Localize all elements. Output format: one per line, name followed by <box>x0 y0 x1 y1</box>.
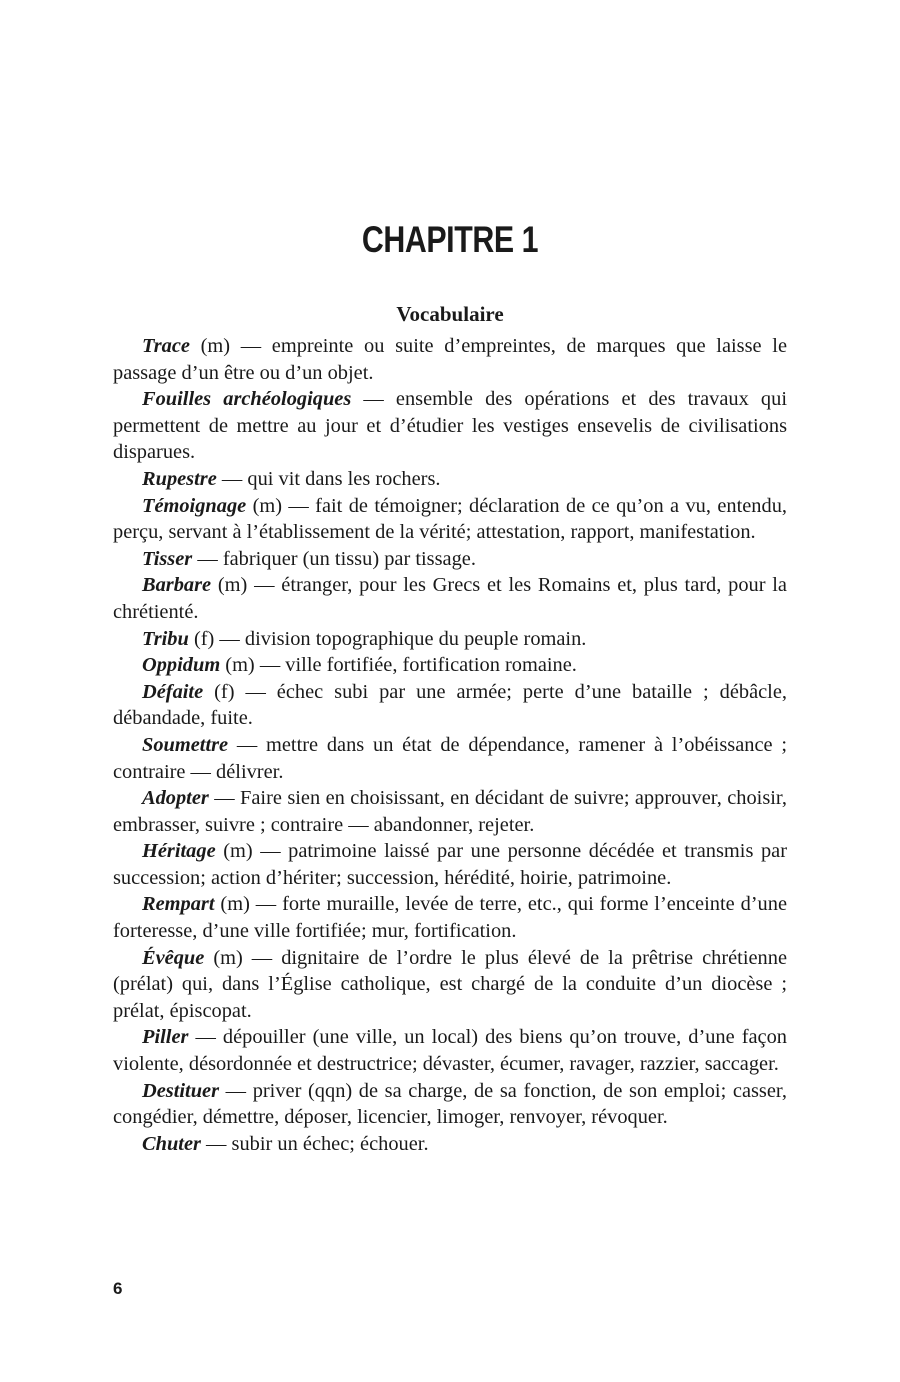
vocab-term: Tribu <box>142 627 189 650</box>
vocab-entry <box>113 1131 787 1158</box>
vocab-term: Trace <box>142 335 190 357</box>
vocab-definition: — ensemble des opérations et des travaux qui permettent de mettre au jour et d’étudier les vestiges ensevelis de civilisations disparues. <box>113 388 787 464</box>
vocab-term: Soumettre <box>142 733 229 756</box>
vocab-definition: (m) — dignitaire de l’ordre le plus élevé de la prêtrise chrétienne (prélat) qui, dans l’Église catholique, est chargé de la conduite d’un diocèse ; prélat, épiscopat. <box>113 946 787 1022</box>
vocab-entry <box>113 785 787 838</box>
vocab-definition: — mettre dans un état de dépendance, ramener à l’obéissance ; contraire — délivrer. <box>113 733 787 783</box>
vocabulary-list <box>113 333 787 1157</box>
vocab-term: Rempart <box>142 893 215 916</box>
vocab-entry <box>113 945 787 1025</box>
vocab-term: Oppidum <box>142 654 221 677</box>
section-heading: Vocabulaire <box>396 302 504 326</box>
vocab-entry <box>113 626 787 653</box>
vocab-definition: (m) — fait de témoigner; déclaration de ce qu’on a vu, entendu, perçu, servant à l’établissement de la vérité; attestation, rapport, manifestation. <box>113 494 787 544</box>
page-number: 6 <box>113 1279 123 1298</box>
vocab-entry <box>113 546 787 573</box>
vocab-entry <box>113 891 787 944</box>
vocab-term: Fouilles archéologiques <box>142 388 352 411</box>
vocab-definition: — qui vit dans les rochers. <box>216 467 441 490</box>
vocab-definition: — subir un échec; échouer. <box>200 1132 429 1155</box>
vocab-definition: (m) — ville fortifiée, fortification romaine. <box>220 654 577 677</box>
vocab-term: Rupestre <box>142 467 217 490</box>
vocab-definition: (m) — étranger, pour les Grecs et les Romains et, plus tard, pour la chrétienté. <box>113 574 787 623</box>
vocab-definition: (f) — division topographique du peuple romain. <box>188 627 587 650</box>
vocab-entry <box>113 493 787 546</box>
vocab-definition: — fabriquer (un tissu) par tissage. <box>192 547 476 570</box>
vocab-definition: (f) — échec subi par une armée; perte d’une bataille ; débâcle, débandade, fuite. <box>113 680 787 730</box>
vocab-definition: (m) — patrimoine laissé par une personne décédée et transmis par succession; action d’hériter; succession, hérédité, hoirie, patrimoine. <box>113 840 787 889</box>
vocab-entry <box>113 466 787 493</box>
vocab-definition: — priver (qqn) de sa charge, de sa fonction, de son emploi; casser, congédier, démettre, déposer, licencier, limoger, renvoyer, révoquer. <box>113 1079 787 1129</box>
vocab-entry <box>113 838 787 891</box>
vocab-entry <box>113 652 787 679</box>
vocab-term: Destituer <box>142 1079 220 1102</box>
vocab-entry <box>113 732 787 785</box>
vocab-entry <box>113 386 787 466</box>
vocab-term: Héritage <box>142 840 216 863</box>
vocab-entry <box>113 333 787 386</box>
vocab-entry <box>113 1024 787 1077</box>
chapter-title: CHAPITRE 1 <box>361 219 539 260</box>
vocab-definition: — Faire sien en choisissant, en décidant de suivre; approuver, choisir, embrasser, suivre ; contraire — abandonner, rejeter. <box>113 787 787 836</box>
vocab-definition: — dépouiller (une ville, un local) des biens qu’on trouve, d’une façon violente, désordonnée et destructrice; dévaster, écumer, ravager, razzier, saccager. <box>113 1026 787 1076</box>
vocab-term: Chuter <box>142 1132 201 1155</box>
vocab-definition: (m) — empreinte ou suite d’empreintes, de marques que laisse le passage d’un être ou d’un objet. <box>113 335 787 384</box>
vocab-entry <box>113 679 787 732</box>
vocab-term: Défaite <box>142 680 204 703</box>
vocab-term: Adopter <box>142 787 209 810</box>
vocab-term: Piller <box>142 1026 189 1049</box>
vocab-term: Tisser <box>142 547 193 570</box>
vocab-entry <box>113 572 787 625</box>
vocab-definition: (m) — forte muraille, levée de terre, etc., qui forme l’enceinte d’une forteresse, d’une ville fortifiée; mur, fortification. <box>113 893 787 943</box>
vocab-term: Témoignage <box>142 494 247 517</box>
vocab-term: Évêque <box>142 946 205 969</box>
vocab-entry <box>113 1078 787 1131</box>
vocab-term: Barbare <box>142 574 212 597</box>
